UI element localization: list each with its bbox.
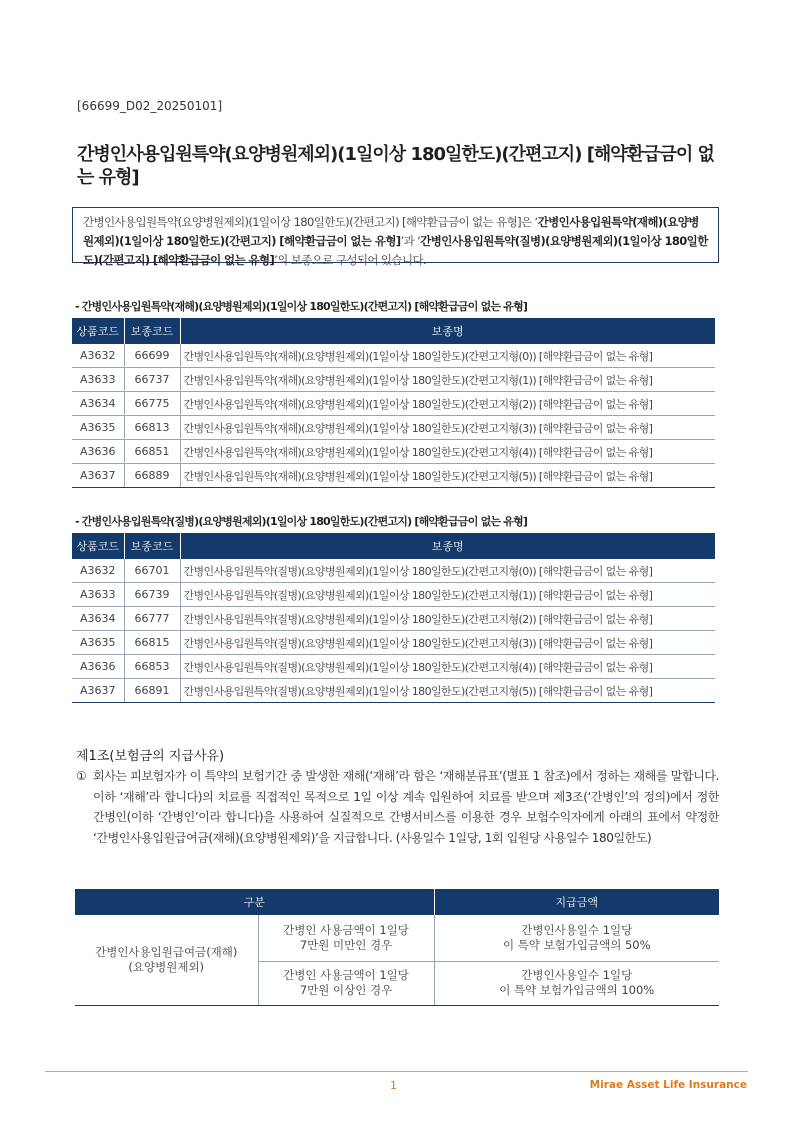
table-row	[75, 915, 719, 961]
benefit-name-line2: (요양병원제외)	[128, 959, 205, 974]
benefit-name-line1: 간병인사용입원급여금(재해)	[95, 944, 238, 959]
coverage-name-cell: 간병인사용입원특약(질병)(요양병원제외)(1일이상 180일한도)(간편고지형(5)) [해약환급금이 없는 유형]	[180, 679, 715, 703]
coverage-name-cell: 간병인사용입원특약(재해)(요양병원제외)(1일이상 180일한도)(간편고지형(0)) [해약환급금이 없는 유형]	[180, 344, 715, 368]
amount-line2: 이 특약 보험가입금액의 100%	[499, 983, 655, 997]
article-paragraph	[76, 766, 719, 848]
coverage-code-cell: 66701	[124, 559, 180, 583]
product-code-cell: A3632	[72, 344, 124, 368]
table-row	[72, 655, 715, 679]
footer-divider	[45, 1071, 748, 1072]
coverage-code-cell: 66891	[124, 679, 180, 703]
header-product-code: 상품코드	[72, 533, 124, 559]
header-coverage-name: 보종명	[180, 533, 715, 559]
document-title: 간병인사용입원특약(요양병원제외)(1일이상 180일한도)(간편고지) [해약환급금이 없는 유형]	[77, 144, 714, 188]
summary-part-disease: 간병인사용입원특약(질병)(요양병원제외)(1일이상 180일한도)(간편고지) [해약환급금이 없는 유형]	[83, 234, 708, 267]
coverage-code-cell: 66851	[124, 440, 180, 464]
product-code-cell: A3634	[72, 392, 124, 416]
table-row	[72, 416, 715, 440]
amount-line2: 이 특약 보험가입금액의 50%	[502, 937, 651, 952]
paragraph-number: ①	[76, 769, 87, 783]
coverage-code-cell: 66889	[124, 464, 180, 488]
coverage-name-cell: 간병인사용입원특약(질병)(요양병원제외)(1일이상 180일한도)(간편고지형(3)) [해약환급금이 없는 유형]	[180, 631, 715, 655]
coverage-code-cell: 66853	[124, 655, 180, 679]
table-row	[72, 631, 715, 655]
product-code-cell: A3633	[72, 583, 124, 607]
article-heading: 제1조(보험금의 지급사유)	[76, 749, 225, 764]
product-code-cell: A3633	[72, 368, 124, 392]
coverage-code-cell: 66815	[124, 631, 180, 655]
table-row	[72, 392, 715, 416]
coverage-name-cell: 간병인사용입원특약(질병)(요양병원제외)(1일이상 180일한도)(간편고지형(4)) [해약환급금이 없는 유형]	[180, 655, 715, 679]
condition-cell	[258, 915, 434, 961]
amount-cell	[434, 915, 719, 961]
header-coverage-code: 보종코드	[124, 533, 180, 559]
summary-tail: ’의 보종으로 구성되어 있습니다.	[274, 253, 427, 267]
condition-line1: 간병인 사용금액이 1일당	[283, 968, 409, 982]
benefit-name-cell	[75, 915, 258, 1005]
header-category: 구분	[75, 889, 434, 915]
header-product-code: 상품코드	[72, 318, 124, 344]
coverage-name-cell: 간병인사용입원특약(재해)(요양병원제외)(1일이상 180일한도)(간편고지형(4)) [해약환급금이 없는 유형]	[180, 440, 715, 464]
coverage-name-cell: 간병인사용입원특약(재해)(요양병원제외)(1일이상 180일한도)(간편고지형(1)) [해약환급금이 없는 유형]	[180, 368, 715, 392]
product-code-cell: A3636	[72, 655, 124, 679]
product-code-cell: A3632	[72, 559, 124, 583]
coverage-code-cell: 66777	[124, 607, 180, 631]
table-row	[72, 559, 715, 583]
coverage-table-disease	[72, 533, 715, 703]
section-heading-injury: - 간병인사용입원특약(재해)(요양병원제외)(1일이상 180일한도)(간편고지) [해약환급금이 없는 유형]	[75, 300, 528, 313]
product-code-cell: A3637	[72, 464, 124, 488]
coverage-code-cell: 66739	[124, 583, 180, 607]
summary-join: ’과 ‘	[400, 234, 421, 248]
amount-line1: 간병인사용일수 1일당	[521, 922, 633, 937]
condition-line1: 간병인 사용금액이 1일당	[283, 922, 409, 937]
table-row	[72, 368, 715, 392]
summary-box	[72, 207, 719, 267]
product-code-cell: A3636	[72, 440, 124, 464]
coverage-code-cell: 66699	[124, 344, 180, 368]
table-row	[72, 464, 715, 488]
coverage-code-cell: 66813	[124, 416, 180, 440]
coverage-table-injury	[72, 318, 715, 488]
coverage-code-cell: 66737	[124, 368, 180, 392]
section-heading-disease: - 간병인사용입원특약(질병)(요양병원제외)(1일이상 180일한도)(간편고지) [해약환급금이 없는 유형]	[75, 515, 528, 528]
table-row	[72, 583, 715, 607]
product-code-cell: A3637	[72, 679, 124, 703]
payment-table	[75, 889, 719, 1006]
condition-line2: 7만원 미만인 경우	[299, 937, 393, 952]
condition-cell	[258, 961, 434, 1005]
table-row	[72, 440, 715, 464]
brand-name: Mirae Asset Life Insurance	[589, 1079, 747, 1091]
coverage-name-cell: 간병인사용입원특약(재해)(요양병원제외)(1일이상 180일한도)(간편고지형(3)) [해약환급금이 없는 유형]	[180, 416, 715, 440]
coverage-name-cell: 간병인사용입원특약(재해)(요양병원제외)(1일이상 180일한도)(간편고지형(5)) [해약환급금이 없는 유형]	[180, 464, 715, 488]
table-row	[72, 679, 715, 703]
product-code-cell: A3635	[72, 416, 124, 440]
coverage-code-cell: 66775	[124, 392, 180, 416]
coverage-name-cell: 간병인사용입원특약(질병)(요양병원제외)(1일이상 180일한도)(간편고지형(1)) [해약환급금이 없는 유형]	[180, 583, 715, 607]
header-amount: 지급금액	[434, 889, 719, 915]
document-code: [66699_D02_20250101]	[77, 99, 223, 113]
product-code-cell: A3634	[72, 607, 124, 631]
amount-cell	[434, 961, 719, 1005]
summary-part-injury: 간병인사용입원특약(재해)(요양병원제외)(1일이상 180일한도)(간편고지) [해약환급금이 없는 유형]	[83, 215, 699, 248]
table-row	[72, 344, 715, 368]
coverage-name-cell: 간병인사용입원특약(재해)(요양병원제외)(1일이상 180일한도)(간편고지형(2)) [해약환급금이 없는 유형]	[180, 392, 715, 416]
paragraph-body: 회사는 피보험자가 이 특약의 보험기간 중 발생한 재해(‘재해’라 함은 ‘재해분류표’(별표 1 참조)에서 정하는 재해를 말합니다. 이하 ‘재해’라 합니다)의 치료를 직접적인 목적으로 1일 이상 계속 입원하여 치료를 받으며 제3조(‘간병인’의 정의)에서 정한 간병인(이하 ‘간병인’이라 합니다)을 사용하여 실질적으로 간병서비스를 이용한 경우 보험수익자에게 아래의 표에서 약정한 ‘간병인사용입원급여금(재해)(요양병원제외)’을 지급합니다. (사용일수 1일당, 1회 입원당 사용일수 180일한도)	[93, 769, 719, 845]
coverage-name-cell: 간병인사용입원특약(질병)(요양병원제외)(1일이상 180일한도)(간편고지형(0)) [해약환급금이 없는 유형]	[180, 559, 715, 583]
header-coverage-code: 보종코드	[124, 318, 180, 344]
page-number: 1	[390, 1079, 397, 1092]
amount-line1: 간병인사용일수 1일당	[521, 968, 633, 982]
condition-line2: 7만원 이상인 경우	[299, 983, 393, 997]
summary-lead: 간병인사용입원특약(요양병원제외)(1일이상 180일한도)(간편고지) [해약환급금이 없는 유형]은 ‘	[83, 215, 538, 229]
product-code-cell: A3635	[72, 631, 124, 655]
table-row	[72, 607, 715, 631]
coverage-name-cell: 간병인사용입원특약(질병)(요양병원제외)(1일이상 180일한도)(간편고지형(2)) [해약환급금이 없는 유형]	[180, 607, 715, 631]
header-coverage-name: 보종명	[180, 318, 715, 344]
